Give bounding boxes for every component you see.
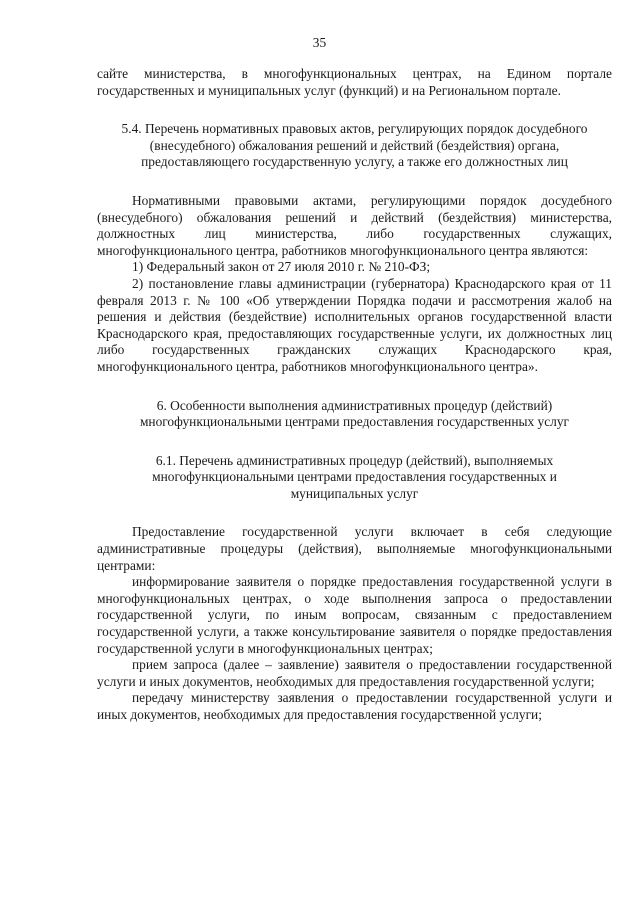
section-heading-6: 6. Особенности выполнения административных процедур (действий) многофункциональными центрами предоставления государственных услуг <box>139 397 570 430</box>
paragraph-6-1-body: Предоставление государственной услуги включает в себя следующие административные процедуры (действия), выполняемые многофункциональными центрами: <box>97 524 612 573</box>
paragraph-intro-tail: сайте министерства, в многофункциональных центрах, на Едином портале государственных и муниципальных услуг (функций) и на Региональном портале. <box>97 66 612 98</box>
paragraph-5-4-body: Нормативными правовыми актами, регулирующими порядок досудебного (внесудебного) обжалования решений и действий (бездействия) министерства, должностных лиц министерства, либо государственных служащих, многофункционального центра, работников многофункционального центра являются: <box>97 192 612 258</box>
section-heading-6-1: 6.1. Перечень административных процедур (действий), выполняемых многофункциональными центрами предоставления государственных и муниципальных услуг <box>152 452 557 501</box>
list-item-5-4-1: 1) Федеральный закон от 27 июля 2010 г. № 210-ФЗ; <box>132 259 431 275</box>
list-item-6-1-3: передачу министерству заявления о предоставлении государственной услуги и иных документов, необходимых для предоставления государственной услуги; <box>97 690 612 722</box>
list-item-6-1-2: прием запроса (далее – заявление) заявителя о предоставлении государственной услуги и иных документов, необходимых для предоставления государственной услуги; <box>97 657 612 689</box>
page-number: 35 <box>312 35 327 50</box>
list-item-6-1-1: информирование заявителя о порядке предоставления государственной услуги в многофункциональных центрах, о ходе выполнения запроса о предоставлении государственной услуги, по иным вопросам, связанным с предоставлением государственной услуги, а также консультирование заявителя о порядке предоставления государственной услуги в многофункциональных центрах; <box>97 574 612 656</box>
list-item-5-4-2: 2) постановление главы администрации (губернатора) Краснодарского края от 11 февраля 2013 г. № 100 «Об утверждении Порядка подачи и рассмотрения жалоб на решения и действия (бездействие) исполнительных органов государственной власти Краснодарского края, предоставляющих государственные услуги, их должностных лиц либо государственных гражданских служащих Краснодарского края, многофункционального центра, работников многофункционального центра». <box>97 275 612 374</box>
section-heading-5-4: 5.4. Перечень нормативных правовых актов, регулирующих порядок досудебного (внесудебного) обжалования решений и действий (бездействия) органа, предоставляющего государственную услугу, а также его должностных лиц <box>121 121 588 170</box>
page-content <box>97 66 612 724</box>
